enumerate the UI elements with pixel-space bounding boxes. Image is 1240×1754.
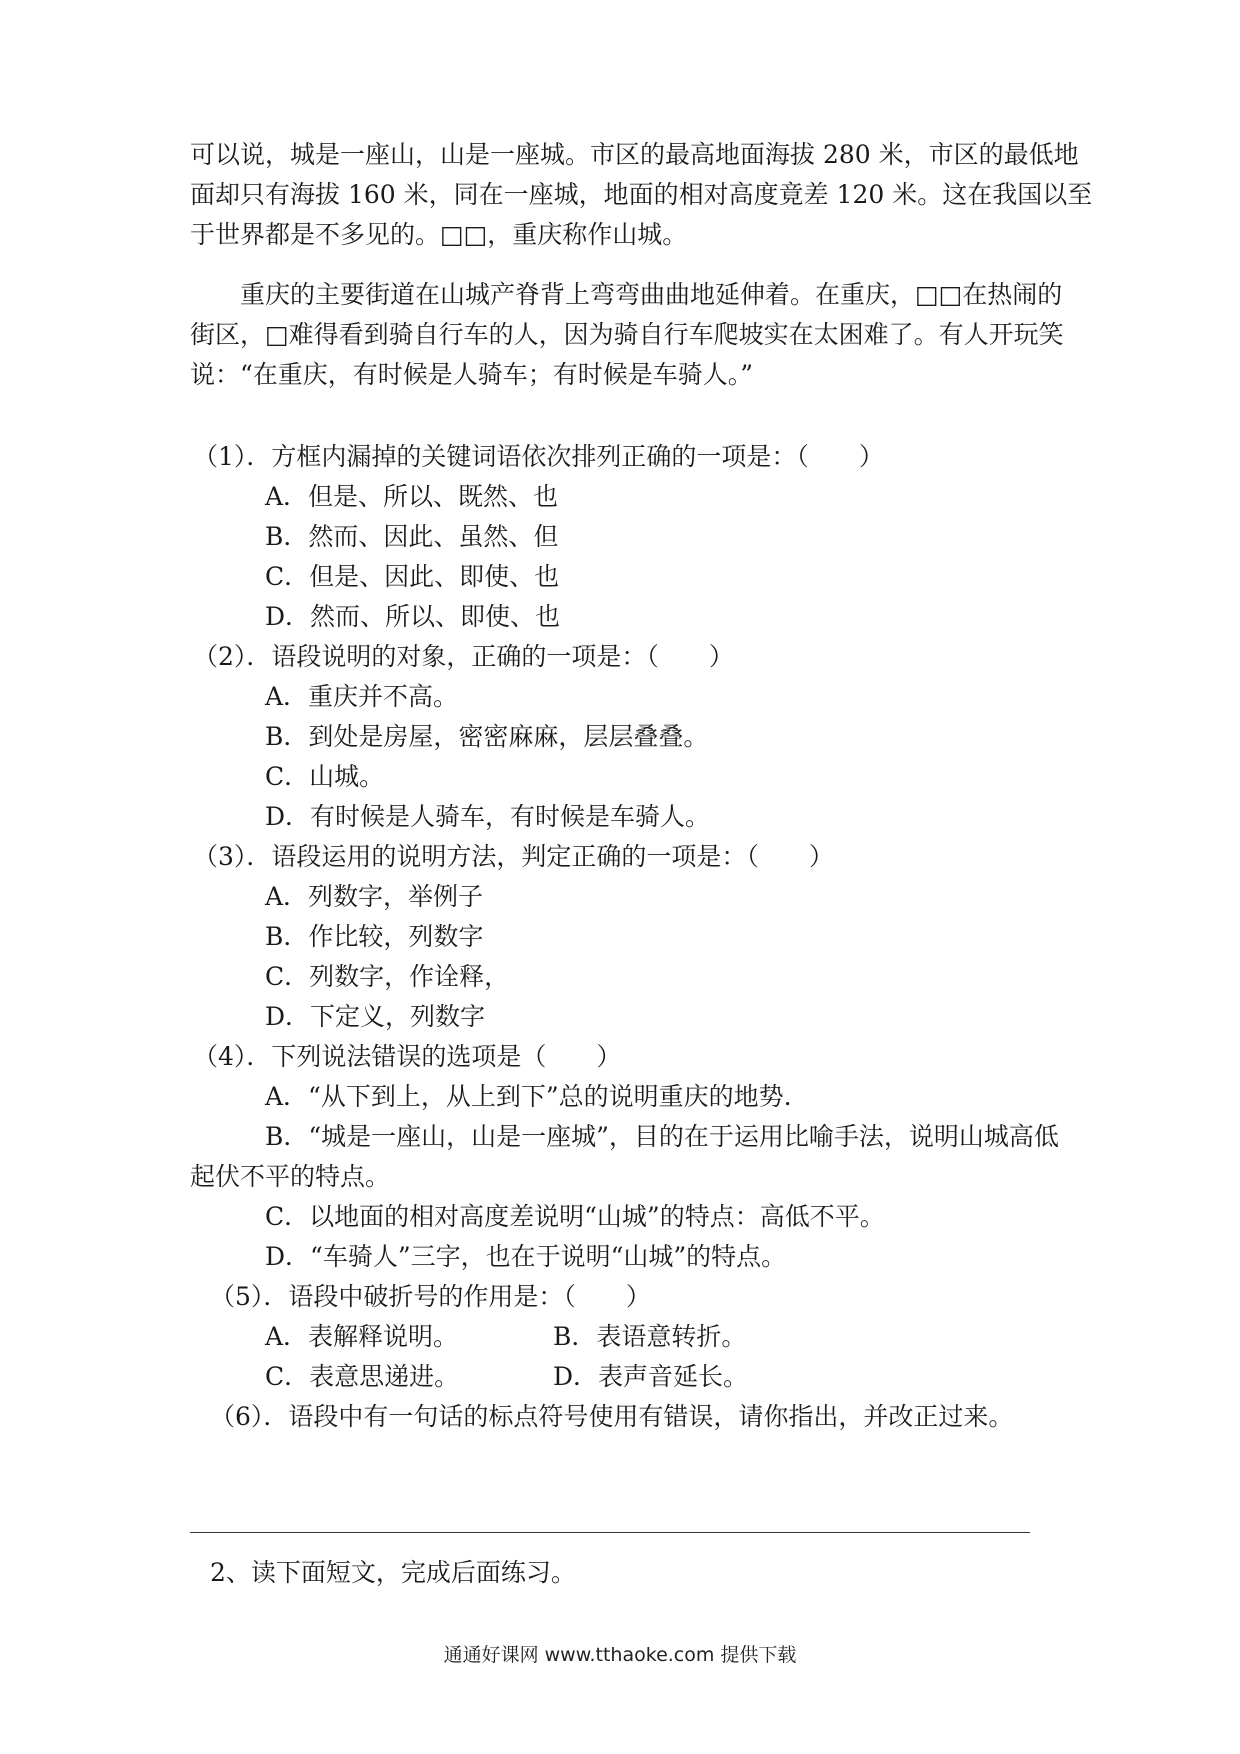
option-b: B．表语意转折。 [553, 1322, 747, 1351]
option-a: A．表解释说明。 [265, 1322, 459, 1351]
section-heading: 2、读下面短文，完成后面练习。 [210, 1558, 576, 1587]
option-b: B．然而、因此、虽然、但 [265, 522, 559, 551]
option-d: D．然而、所以、即使、也 [265, 602, 561, 631]
option-b: B．作比较，列数字 [265, 922, 484, 951]
option-d: D．表声音延长。 [553, 1362, 749, 1391]
passage-line: 说：“在重庆，有时候是人骑车；有时候是车骑人。” [190, 360, 754, 389]
option-b: B．“城是一座山，山是一座城”，目的在于运用比喻手法，说明山城高低 [265, 1122, 1059, 1151]
option-c: C．表意思递进。 [265, 1362, 460, 1391]
option-a: A．“从下到上，从上到下”总的说明重庆的地势. [265, 1082, 792, 1111]
question-stem: （5）．语段中破折号的作用是：（ ） [210, 1282, 651, 1311]
option-a: A．但是、所以、既然、也 [265, 482, 559, 511]
option-a: A．列数字，举例子 [265, 882, 484, 911]
option-b: B．到处是房屋，密密麻麻，层层叠叠。 [265, 722, 709, 751]
answer-line [190, 1532, 1030, 1533]
question-stem: （4）．下列说法错误的选项是（ ） [193, 1042, 622, 1071]
passage-line: 重庆的主要街道在山城产脊背上弯弯曲曲地延伸着。在重庆，□□在热闹的 [240, 280, 1063, 309]
passage-line: 街区，□难得看到骑自行车的人，因为骑自行车爬坡实在太困难了。有人开玩笑 [190, 320, 1064, 349]
question-stem: （6）．语段中有一句话的标点符号使用有错误，请你指出，并改正过来。 [210, 1402, 1014, 1431]
passage-line: 可以说，城是一座山，山是一座城。市区的最高地面海拔 280 米，市区的最低地 [190, 140, 1079, 169]
option-a: A．重庆并不高。 [265, 682, 459, 711]
option-b-continuation: 起伏不平的特点。 [190, 1162, 391, 1191]
passage-line: 于世界都是不多见的。□□，重庆称作山城。 [190, 220, 688, 249]
option-c: C．山城。 [265, 762, 385, 791]
footer-credit: 通通好课网 www.tthaoke.com 提供下载 [443, 1644, 797, 1666]
option-c: C．但是、因此、即使、也 [265, 562, 560, 591]
option-d: D．下定义，列数字 [265, 1002, 486, 1031]
option-d: D．有时候是人骑车，有时候是车骑人。 [265, 802, 711, 831]
passage-line: 面却只有海拔 160 米，同在一座城，地面的相对高度竟差 120 米。这在我国以至 [190, 180, 1093, 209]
option-c: C．以地面的相对高度差说明“山城”的特点：高低不平。 [265, 1202, 885, 1231]
option-c: C．列数字，作诠释， [265, 962, 510, 991]
question-stem: （1）．方框内漏掉的关键词语依次排列正确的一项是：（ ） [193, 442, 884, 471]
question-stem: （2）．语段说明的对象，正确的一项是：（ ） [193, 642, 734, 671]
option-d: D．“车骑人”三字，也在于说明“山城”的特点。 [265, 1242, 787, 1271]
question-stem: （3）．语段运用的说明方法，判定正确的一项是：（ ） [193, 842, 834, 871]
